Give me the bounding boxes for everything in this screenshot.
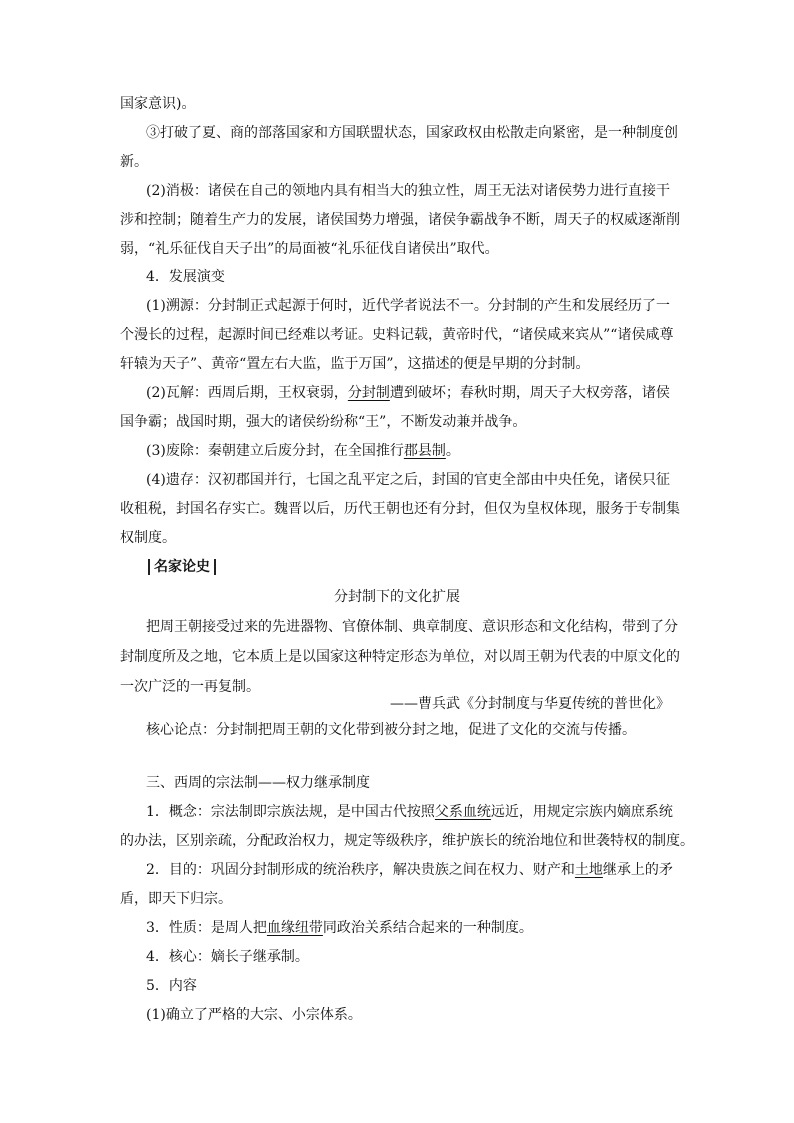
text-line: 新。 bbox=[120, 154, 148, 170]
quote-text: 一次广泛的一再复制。 bbox=[120, 679, 260, 695]
section-tag-label: 名家论史 bbox=[148, 559, 216, 575]
section-tag bbox=[148, 558, 216, 576]
text-line: 权制度。 bbox=[120, 530, 176, 546]
text-line bbox=[146, 919, 533, 937]
text-line: (1)确立了严格的大宗、小宗体系。 bbox=[146, 1007, 362, 1023]
text-segment: 远近，用规定宗族内嫡庶系统 bbox=[490, 804, 673, 820]
underlined-term: 郡县制 bbox=[403, 443, 446, 459]
underlined-term: 父系血统 bbox=[434, 804, 491, 820]
text-line: 轩辕为天子”、黄帝“置左右大监，监于万国”，这描述的便是早期的分封制。 bbox=[120, 356, 590, 372]
text-segment: 3．性质：是周人把 bbox=[146, 920, 267, 936]
underlined-term: 血缘纽带 bbox=[266, 920, 323, 936]
quote-title: 分封制下的文化扩展 bbox=[334, 589, 460, 605]
text-line bbox=[146, 803, 673, 821]
text-line: 弱，“礼乐征伐自天子出”的局面被“礼乐征伐自诸侯出”取代。 bbox=[120, 241, 499, 257]
underlined-term: 土地 bbox=[574, 862, 603, 878]
text-line bbox=[146, 384, 670, 402]
text-line: ③打破了夏、商的部落国家和方国联盟状态，国家政权由松散走向紧密，是一种制度创 bbox=[146, 125, 678, 141]
quote-text: 把周王朝接受过来的先进器物、官僚体制、典章制度、意识形态和文化结构，带到了分 bbox=[146, 619, 678, 635]
quote-source: ——曹兵武《分封制度与华夏传统的普世化》 bbox=[390, 696, 670, 712]
text-line: 涉和控制；随着生产力的发展，诸侯国势力增强，诸侯争霸战争不断，周天子的权威逐渐削 bbox=[120, 212, 680, 228]
text-line bbox=[146, 861, 673, 879]
text-segment: (2)瓦解：西周后期，王权衰弱， bbox=[146, 385, 348, 401]
text-segment: (3)废除：秦朝建立后废分封，在全国推行 bbox=[146, 443, 404, 459]
quote-text: 封制度所及之地，它本质上是以国家这种特定形态为单位，对以周王朝为代表的中原文化的 bbox=[120, 649, 680, 665]
section-heading: 5．内容 bbox=[146, 978, 197, 994]
section-heading: 三、西周的宗法制——权力继承制度 bbox=[146, 775, 370, 791]
text-line: 国家意识)。 bbox=[120, 96, 196, 112]
text-line: (2)消极：诸侯在自己的领地内具有相当大的独立性，周王无法对诸侯势力进行直接干 bbox=[146, 183, 670, 199]
text-line: 收租税，封国名存实亡。魏晋以后，历代王朝也还有分封，但仅为皇权体现，服务于专制集 bbox=[120, 501, 680, 517]
text-segment: 继承上的矛 bbox=[602, 862, 673, 878]
text-line bbox=[146, 442, 460, 460]
text-line: (4)遗存：汉初郡国并行，七国之乱平定之后，封国的官吏全部由中央任免，诸侯只征 bbox=[146, 472, 670, 488]
text-line: 国争霸；战国时期，强大的诸侯纷纷称“王”，不断发动兼并战争。 bbox=[120, 414, 527, 430]
text-line: 4．核心：嫡长子继承制。 bbox=[146, 949, 309, 965]
text-segment: 遭到破坏；春秋时期，周天子大权旁落，诸侯 bbox=[389, 385, 670, 401]
text-line: 个漫长的过程，起源时间已经难以考证。史料记载，黄帝时代，“诸侯咸来宾从”“诸侯咸尊 bbox=[120, 327, 674, 343]
section-heading: 4．发展演变 bbox=[146, 269, 225, 285]
text-segment: 。 bbox=[445, 443, 460, 459]
text-line: 盾，即天下归宗。 bbox=[120, 891, 232, 907]
core-argument: 核心论点：分封制把周王朝的文化带到被分封之地，促进了文化的交流与传播。 bbox=[146, 722, 636, 738]
text-segment: 1．概念：宗法制即宗族法规，是中国古代按照 bbox=[146, 804, 435, 820]
text-segment: 同政治关系结合起来的一种制度。 bbox=[322, 920, 533, 936]
text-line: 的办法，区别亲疏，分配政治权力，规定等级秩序，维护族长的统治地位和世袭特权的制度。 bbox=[120, 833, 694, 849]
underlined-term: 分封制 bbox=[347, 385, 390, 401]
text-segment: 2．目的：巩固分封制形成的统治秩序，解决贵族之间在权力、财产和 bbox=[146, 862, 575, 878]
text-line: (1)溯源：分封制正式起源于何时，近代学者说法不一。分封制的产生和发展经历了一 bbox=[146, 298, 670, 314]
